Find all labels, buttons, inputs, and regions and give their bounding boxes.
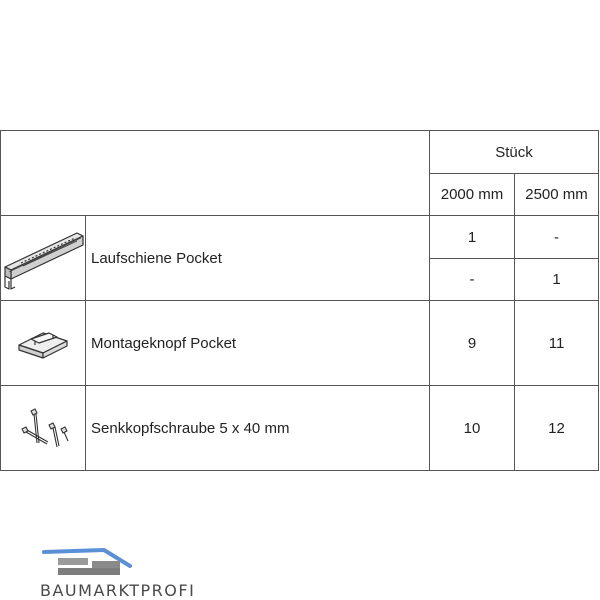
col-2500mm-header: 2500 mm (515, 174, 599, 216)
qty-2000: 9 (430, 301, 515, 386)
roof-icon (42, 548, 142, 578)
brand-logo (40, 548, 196, 600)
screws-icon (13, 403, 73, 453)
qty-2000: 1 (430, 216, 515, 259)
table-row (1, 301, 599, 386)
item-name: Senkkopfschraube 5 x 40 mm (86, 386, 430, 471)
qty-2000: 10 (430, 386, 515, 471)
rail-image-cell (1, 216, 86, 301)
item-name: Montageknopf Pocket (86, 301, 430, 386)
mounting-button-icon (13, 323, 73, 363)
qty-2500: 12 (515, 386, 599, 471)
qty-2500: 1 (515, 259, 599, 301)
header-empty-cell (1, 131, 430, 216)
rail-icon (1, 223, 85, 293)
quantity-group-header: Stück (430, 131, 599, 174)
mounting-button-image-cell (1, 301, 86, 386)
qty-2500: 11 (515, 301, 599, 386)
item-name: Laufschiene Pocket (86, 216, 430, 301)
qty-2000: - (430, 259, 515, 301)
screws-image-cell (1, 386, 86, 471)
parts-table (0, 130, 599, 471)
header-row (1, 131, 599, 174)
logo-text: BAUMARKTPROFI (40, 581, 196, 600)
col-2000mm-header: 2000 mm (430, 174, 515, 216)
qty-2500: - (515, 216, 599, 259)
table-row (1, 216, 599, 259)
table-row (1, 386, 599, 471)
